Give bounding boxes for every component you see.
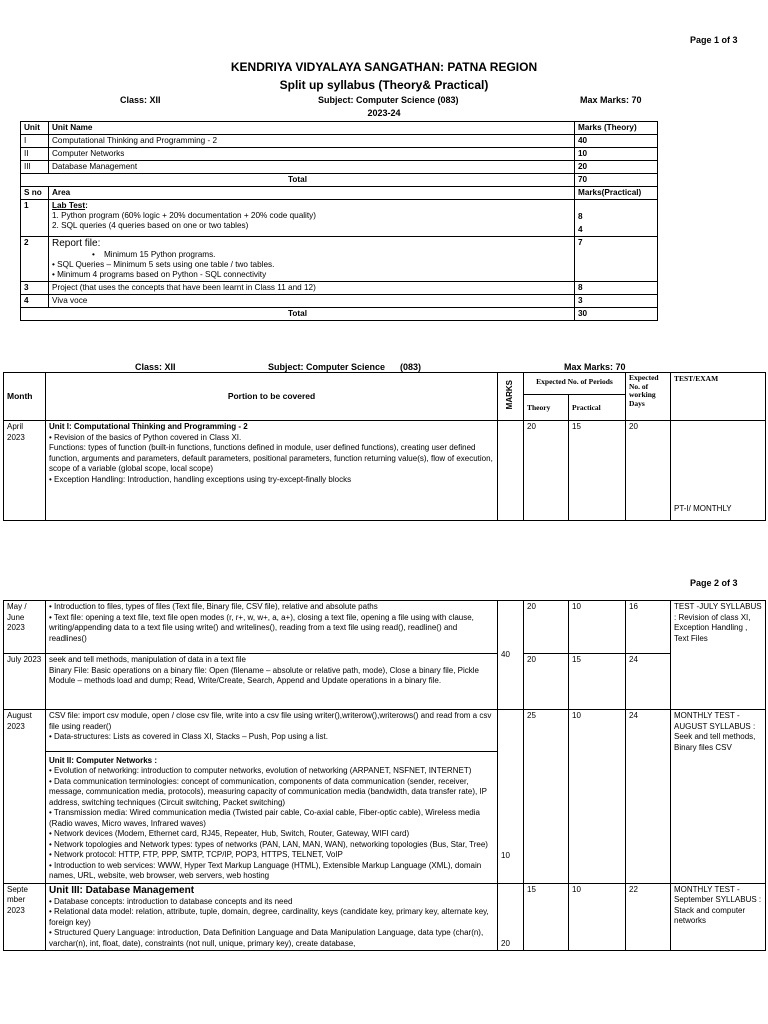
split-max-marks: Max Marks: 70	[564, 362, 626, 372]
portion-line: • Network devices (Modem, Ethernet card, RJ45, Repeater, Hub, Switch, Router, Gateway, WIFI card)	[49, 829, 410, 838]
theory-total-label: Total	[21, 174, 575, 187]
theory-total-row	[21, 174, 658, 187]
portion-line: • Text file: opening a text file, text file open modes (r, r+, w, w+, a, a+), closing a text file, opening a file using with clause, writing/appending data to a text file using write() and writelines(), reading from a text file using read(), readline() and readlines()	[49, 612, 474, 643]
header-marks-theory: Marks (Theory)	[575, 122, 658, 135]
col-month: Month	[4, 373, 46, 421]
col-days: Expected No. of working Days	[626, 373, 671, 421]
practical-area	[49, 200, 575, 237]
table-row	[21, 148, 658, 161]
table-row	[4, 883, 766, 951]
page-number-2: Page 2 of 3	[690, 578, 738, 588]
marks-unit3: 20	[498, 883, 524, 951]
table-row	[4, 601, 766, 654]
portion-line: • Data-structures: Lists as covered in Class XI, Stacks – Push, Pop using a list.	[49, 732, 328, 741]
lab-test-colon: :	[85, 201, 88, 210]
portion-line: CSV file: import csv module, open / close csv file, write into a csv file using writer(),writerow(),writerows() and read from a csv file using reader()	[49, 711, 492, 731]
table-row	[4, 421, 766, 521]
row-month: April 2023	[4, 421, 46, 521]
theory-header-row	[21, 122, 658, 135]
document-subtitle: Split up syllabus (Theory& Practical)	[279, 78, 489, 92]
header-marks-practical: Marks(Practical)	[575, 187, 658, 200]
row-month: August 2023	[4, 710, 46, 884]
unit-number: I	[21, 135, 49, 148]
row-test: PT-I/ MONTHLY	[671, 421, 766, 521]
unit-number: II	[21, 148, 49, 161]
unit-name: Computational Thinking and Programming - 2	[49, 135, 575, 148]
unit-title: Unit I: Computational Thinking and Programming - 2	[49, 422, 248, 431]
split-header-row	[4, 373, 766, 395]
practical-area: Project (that uses the concepts that have been learnt in Class 11 and 12)	[49, 282, 575, 295]
split-syllabus-table-page1	[3, 372, 766, 521]
practical-line: 2. SQL queries (4 queries based on one or two tables)	[52, 221, 249, 230]
unit-marks: 10	[575, 148, 658, 161]
portion-line: • Introduction to files, types of files (Text file, Binary file, CSV file), relative and absolute paths	[49, 602, 378, 611]
unit-name: Computer Networks	[49, 148, 575, 161]
portion-line: • Introduction to web services: WWW, Hyper Text Markup Language (HTML), Extensible Markup Language (XML), domain names, URL, website, web browser, web servers, web hosting	[49, 860, 482, 880]
col-portion: Portion to be covered	[46, 373, 498, 421]
row-marks	[498, 421, 524, 521]
portion-line: • Revision of the basics of Python covered in Class XI.	[49, 432, 242, 442]
table-row	[21, 161, 658, 174]
practical-sno: 3	[21, 282, 49, 295]
row-practical: 15	[569, 421, 626, 521]
class-label: Class: XII	[120, 95, 161, 105]
portion-line: • Network protocol: HTTP, FTP, PPP, SMTP, TCP/IP, POP3, HTTPS, TELNET, VoIP	[49, 850, 343, 859]
split-subject-code: (083)	[400, 362, 422, 372]
row-month: July 2023	[4, 654, 46, 710]
row-test: MONTHLY TEST -September SYLLABUS : Stack and computer networks	[671, 883, 766, 951]
marks-unit1: 40	[498, 601, 524, 710]
col-marks-text: MARKS	[505, 380, 515, 410]
practical-marks	[575, 200, 658, 237]
unit-title: Unit III: Database Management	[49, 884, 195, 896]
practical-line: • Minimum 15 Python programs.	[92, 250, 216, 259]
practical-line: • Minimum 4 programs based on Python - SQL connectivity	[52, 270, 267, 279]
unit-name: Database Management	[49, 161, 575, 174]
row-month: May / June 2023	[4, 601, 46, 654]
practical-total-label: Total	[21, 308, 575, 321]
practical-total-value: 30	[575, 308, 658, 321]
col-theory: Theory	[524, 395, 569, 421]
row-portion	[46, 883, 498, 951]
row-theory: 20	[524, 654, 569, 710]
marks-unit2: 10	[498, 710, 524, 884]
practical-area	[49, 237, 575, 282]
row-month: Septe mber 2023	[4, 883, 46, 951]
split-subject-label: Subject: Computer Science	[268, 362, 386, 372]
practical-area: Viva voce	[49, 295, 575, 308]
row-portion	[46, 654, 498, 710]
portion-line: • Network topologies and Network types: types of networks (PAN, LAN, MAN, WAN), networking topologies (Bus, Star, Tree)	[49, 839, 488, 849]
row-test: TEST -JULY SYLLABUS : Revision of class XI, Exception Handling , Text Files	[671, 601, 766, 710]
row-practical: 10	[569, 883, 626, 951]
header-sno: S no	[21, 187, 49, 200]
practical-marks: 3	[575, 295, 658, 308]
portion-line: • Relational data model: relation, attribute, tuple, domain, degree, cardinality, keys (candidate key, primary key, alternate key, foreign key)	[49, 907, 489, 927]
row-practical: 10	[569, 601, 626, 654]
practical-sno: 1	[21, 200, 49, 237]
practical-marks: 8	[575, 282, 658, 295]
row-theory: 15	[524, 883, 569, 951]
portion-line: • Structured Query Language: introduction, Data Definition Language and Data Manipulation Language, data type (char(n), varchar(n), int, float, date), constraints (not null, unique, primary key), create database,	[49, 928, 484, 948]
row-days: 16	[626, 601, 671, 654]
col-expected: Expected No. of Periods	[524, 373, 626, 395]
row-portion	[46, 601, 498, 654]
header-area: Area	[49, 187, 575, 200]
lab-test-title: Lab Test	[52, 201, 86, 210]
row-days: 20	[626, 421, 671, 521]
unit-title: Unit II: Computer Networks :	[49, 755, 158, 765]
row-practical: 10	[569, 710, 626, 884]
practical-mark-value: 4	[578, 225, 583, 234]
portion-line: • Database concepts: introduction to database concepts and its need	[49, 896, 293, 906]
report-file-title: Report file:	[52, 238, 101, 249]
table-row	[4, 710, 766, 884]
practical-line-text: Minimum 15 Python programs.	[103, 250, 216, 259]
portion-line: Functions: types of function (built-in functions, functions defined in module, user defined functions), creating user defined function, arguments and parameters, default parameters, positional parameters, function returning value(s), flow of execution, scope of a variable (global scope, local scope)	[49, 443, 493, 473]
table-row	[4, 654, 766, 710]
col-marks	[498, 373, 524, 421]
row-theory: 25	[524, 710, 569, 884]
practical-mark-value: 8	[578, 212, 583, 221]
portion-line: • Evolution of networking: introduction to computer networks, evolution of networking (ARPANET, NSFNET, INTERNET)	[49, 766, 472, 775]
table-row	[21, 295, 658, 308]
row-theory: 20	[524, 601, 569, 654]
practical-sno: 4	[21, 295, 49, 308]
page-number-1: Page 1 of 3	[690, 35, 738, 45]
unit2-block	[46, 751, 497, 882]
table-row	[21, 200, 658, 237]
document-org-title: KENDRIYA VIDYALAYA SANGATHAN: PATNA REGION	[230, 60, 538, 74]
row-days: 24	[626, 654, 671, 710]
max-marks-label: Max Marks: 70	[580, 95, 642, 105]
split-class-label: Class: XII	[135, 362, 176, 372]
portion-line: • Data communication terminologies: concept of communication, components of data communication (sender, receiver, message, communication media, protocols), measuring capacity of communication media (bandwidth, data transfer rate), IP address, switching techniques (Circuit switching, Packet switching)	[49, 776, 487, 807]
unit-marks: 40	[575, 135, 658, 148]
row-portion	[46, 421, 498, 521]
portion-line: seek and tell methods, manipulation of data in a text file	[49, 655, 247, 664]
header-unit-name: Unit Name	[49, 122, 575, 135]
practical-header-row	[21, 187, 658, 200]
portion-line: • Transmission media: Wired communication media (Twisted pair cable, Co-axial cable, Fiber-optic cable), Wireless media (Radio waves, Micro waves, Infrared waves)	[49, 808, 480, 828]
row-portion	[46, 710, 498, 884]
table-row	[21, 237, 658, 282]
split-syllabus-table-page2	[3, 600, 766, 951]
portion-line: Binary File: Basic operations on a binary file: Open (filename – absolute or relative path, mode), Close a binary file, Pickle Module – methods load and dump; Read, Write/Create, Search, Append and Update operations in a binary file.	[49, 665, 479, 685]
row-theory: 20	[524, 421, 569, 521]
row-days: 24	[626, 710, 671, 884]
academic-year: 2023-24	[367, 108, 401, 118]
practical-line: • SQL Queries – Minimum 5 sets using one table / two tables.	[52, 260, 275, 269]
practical-marks: 7	[575, 237, 658, 282]
practical-sno: 2	[21, 237, 49, 282]
theory-total-value: 70	[575, 174, 658, 187]
header-unit: Unit	[21, 122, 49, 135]
table-row	[21, 135, 658, 148]
unit-number: III	[21, 161, 49, 174]
table-row	[21, 282, 658, 295]
col-practical: Practical	[569, 395, 626, 421]
practical-line: 1. Python program (60% logic + 20% documentation + 20% code quality)	[52, 211, 316, 220]
row-days: 22	[626, 883, 671, 951]
practical-total-row	[21, 308, 658, 321]
row-test: MONTHLY TEST - AUGUST SYLLABUS : Seek and tell methods, Binary files CSV	[671, 710, 766, 884]
theory-marks-table	[20, 121, 658, 321]
unit-marks: 20	[575, 161, 658, 174]
portion-line: • Exception Handling: Introduction, handling exceptions using try-except-finally blocks	[49, 474, 352, 484]
row-practical: 15	[569, 654, 626, 710]
col-test: TEST/EXAM	[671, 373, 766, 421]
subject-label: Subject: Computer Science (083)	[318, 95, 459, 105]
